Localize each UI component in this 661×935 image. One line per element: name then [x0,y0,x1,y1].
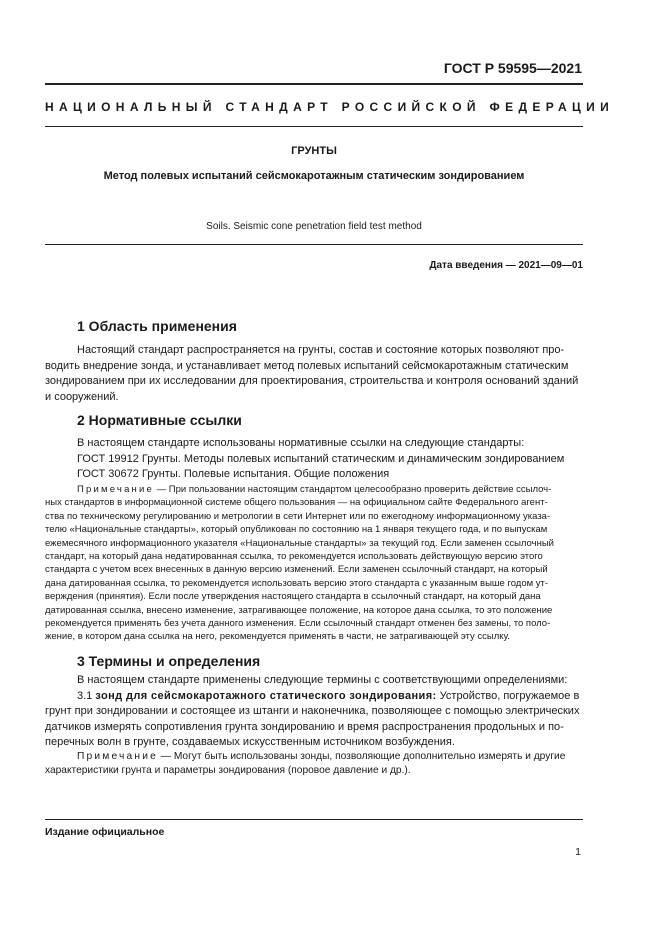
national-standard-heading: НАЦИОНАЛЬНЫЙ СТАНДАРТ РОССИЙСКОЙ ФЕДЕРАЦИИ [45,100,615,114]
footer-rule [45,819,583,820]
section-3-text [45,673,583,751]
text-line: В настоящем стандарте использованы нормативные ссылки на следующие стандарты: [77,437,525,449]
section-3-note [45,750,583,778]
header-rule [45,83,583,85]
text-line: водить внедрение зонда, и устанавливает метод полевых испытаний сейсмокаротажным статическим [45,359,569,372]
note-first-line [45,483,583,496]
note-line: стандарт, на который дана недатированная ссылка, то рекомендуется использовать действующую версию этого [45,551,543,563]
section-2-heading: 2 Нормативные ссылки [77,412,242,428]
note-label: Примечание [77,484,154,495]
section-1-text [45,343,583,405]
official-edition: Издание официальное [45,826,165,838]
term-definition: Устройство, погружаемое в [436,689,580,702]
text-line: В настоящем стандарте применены следующие термины с соответствующими определениями: [77,674,568,686]
term-name: зонд для сейсмокаротажного статического зондирования: [95,689,437,702]
note-first-line [45,750,583,764]
text-line: датчиков измерять сопротивления грунта зондированию и время распространения продольных и по- [45,720,564,733]
text-line: и сооружений. [45,390,119,403]
page-number: 1 [575,846,581,858]
section-2-text [77,436,583,483]
document-number: ГОСТ Р 59595—2021 [443,60,582,76]
standard-subtitle: Метод полевых испытаний сейсмокаротажным статическим зондированием [103,170,525,182]
text-line: зондированием при их исследовании для проектирования, строительства и контроля оснований зданий [45,375,579,387]
text-line: перечных волн в грунте, создаваемых искусственным источником возбуждения. [45,736,455,748]
section-3-heading: 3 Термины и определения [77,653,261,669]
note-line: характеристики грунта и параметры зондирования (поровое давление и др.). [45,765,411,776]
note-label: Примечание [77,751,158,762]
standard-title: ГРУНТЫ [291,145,337,157]
note-line: телю «Национальные стандарты», который опубликован по состоянию на 1 января текущего года, и по выпускам [45,524,548,536]
note-line: рекомендуется применять без учета данного изменения. Если ссылочный стандарт отменен без замены, то поло- [45,618,551,630]
english-title: Soils. Seismic cone penetration field test method [206,221,422,232]
title-rule [45,244,583,245]
text-line: ГОСТ 19912 Грунты. Методы полевых испытаний статическим и динамическим зондированием [77,452,565,465]
text-line: грунт при зондировании и состоящее из штанги и наконечника, позволяющее с помощью электрических [45,705,580,717]
text-line: Настоящий стандарт распространяется на грунты, состав и состояние которых позволяют про- [77,344,565,356]
note-line: стандарта с учетом всех внесенных в данную версию изменений. Если заменен ссылочный стандарт, на который [45,564,548,576]
note-line: верждения (принятия). Если после утверждения настоящего стандарта в ссылочный стандарт, на который дана [45,591,541,603]
text-line: ГОСТ 30672 Грунты. Полевые испытания. Общие положения [77,468,390,480]
introduction-date: Дата введения — 2021—09—01 [429,260,583,271]
term-first-line [77,689,583,705]
note-line: ежемесячного информационного указателя «Национальные стандарты» за текущий год. Если заменен ссылочный [45,537,554,549]
note-text: — Могут быть использованы зонды, позволяющие дополнительно измерять и другие [157,751,566,762]
note-text: — При пользовании настоящим стандартом целесообразно проверить действие ссылоч- [154,484,552,495]
note-line: датированная ссылка, внесено изменение, затрагивающее положение, на которое дана ссылка, то это положение [45,604,553,616]
national-rule [45,126,583,127]
term-number: 3.1 [77,689,96,702]
note-line: ных стандартов в информационной системе общего пользования — на официальном сайте Федерального агент- [45,497,548,509]
section-2-note [45,483,583,644]
note-line: жение, в котором дана ссылка на него, рекомендуется применять в части, не затрагивающей эту ссылку. [45,631,510,643]
note-line: ства по техническому регулированию и метрологии в сети Интернет или по ежегодному информационному указа- [45,510,551,522]
note-line: дана датированная ссылка, то рекомендуется использовать версию этого стандарта с указанным выше годом ут- [45,577,549,589]
section-1-heading: 1 Область применения [77,318,237,334]
